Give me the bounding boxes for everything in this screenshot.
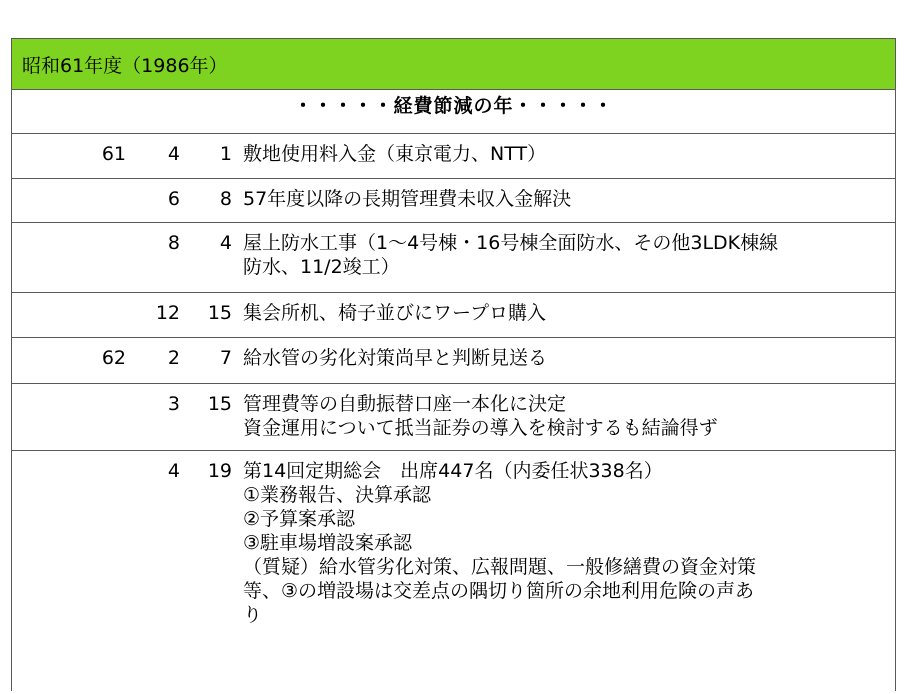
entry-year: 62 [101, 347, 126, 369]
entry-description: 敷地使用料入金（東京電力、NTT） [243, 143, 547, 165]
history-row [12, 179, 895, 223]
entry-month: 4 [167, 460, 180, 482]
entry-description: 屋上防水工事（1～4号棟・16号棟全面防水、その他3LDK棟線 防水、11/2竣工） [243, 232, 779, 278]
entry-month: 3 [167, 393, 180, 415]
entry-description: 給水管の劣化対策尚早と判断見送る [243, 347, 548, 369]
fiscal-year-title: 昭和61年度（1986年） [22, 54, 228, 77]
history-row [12, 134, 895, 179]
entry-day: 8 [219, 188, 232, 210]
entry-day: 19 [207, 460, 232, 482]
entry-month: 2 [167, 347, 180, 369]
history-row [12, 338, 895, 384]
entry-day: 15 [207, 302, 232, 324]
entry-description: 57年度以降の長期管理費未収入金解決 [243, 188, 572, 210]
history-table [11, 38, 896, 691]
entry-description: 管理費等の自動振替口座一本化に決定 資金運用について抵当証券の導入を検討するも結論得ず [243, 393, 718, 439]
theme-banner-text: ・・・・・経費節減の年・・・・・ [293, 95, 614, 117]
history-row [12, 293, 895, 338]
entry-day: 4 [219, 232, 232, 254]
entry-day: 1 [219, 143, 232, 165]
entry-day: 7 [219, 347, 232, 369]
theme-banner [12, 90, 895, 134]
entry-month: 4 [167, 143, 180, 165]
entry-month: 8 [167, 232, 180, 254]
history-row [12, 384, 895, 451]
entry-month: 12 [155, 302, 180, 324]
history-row [12, 223, 895, 293]
entry-year: 61 [101, 143, 126, 165]
entry-description: 集会所机、椅子並びにワープロ購入 [243, 302, 547, 324]
entry-day: 15 [207, 393, 232, 415]
entry-month: 6 [167, 188, 180, 210]
entry-description: 第14回定期総会 出席447名（内委任状338名） ①業務報告、決算承認 ②予算案承認 ③駐車場増設案承認 （質疑）給水管劣化対策、広報問題、一般修繕費の資金対策 等、③の増設場は交差点の隅切り箇所の余地利用危険の声あ り [243, 460, 757, 626]
history-row [12, 451, 895, 691]
fiscal-year-header [12, 38, 895, 90]
